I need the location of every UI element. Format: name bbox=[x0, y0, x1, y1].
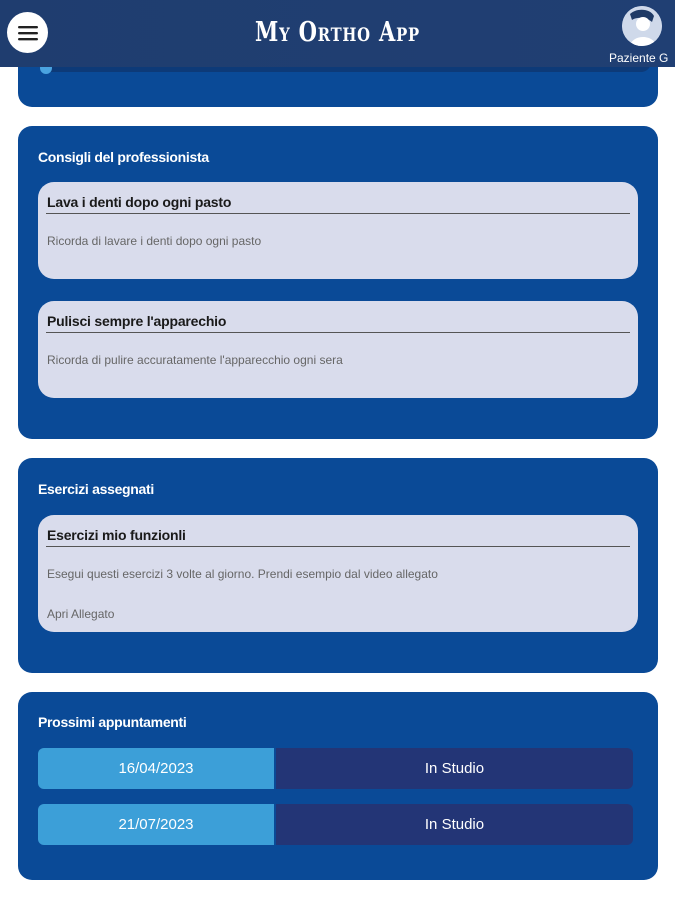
exercises-title: Esercizi assegnati bbox=[38, 481, 154, 497]
app-title: My Ortho App bbox=[255, 17, 420, 48]
appointment-location[interactable]: In Studio bbox=[276, 804, 633, 845]
divider bbox=[46, 546, 630, 547]
tip-title: Pulisci sempre l'apparechio bbox=[47, 313, 227, 329]
tips-title: Consigli del professionista bbox=[38, 149, 209, 165]
user-avatar[interactable] bbox=[622, 6, 662, 46]
divider bbox=[46, 332, 630, 333]
tip-title: Lava i denti dopo ogni pasto bbox=[47, 194, 232, 210]
appointments-card bbox=[18, 692, 658, 880]
open-attachment-link[interactable]: Apri Allegato bbox=[47, 607, 115, 621]
exercise-title: Esercizi mio funzionli bbox=[47, 527, 186, 543]
exercise-item[interactable] bbox=[38, 515, 638, 632]
user-avatar-icon bbox=[622, 6, 662, 46]
appointment-location[interactable]: In Studio bbox=[276, 748, 633, 789]
app-header bbox=[0, 0, 675, 67]
hamburger-icon bbox=[17, 24, 39, 42]
appointment-date[interactable]: 21/07/2023 bbox=[38, 804, 274, 845]
tip-description: Ricorda di pulire accuratamente l'apparecchio ogni sera bbox=[47, 353, 343, 367]
appointment-date[interactable]: 16/04/2023 bbox=[38, 748, 274, 789]
appointments-title: Prossimi appuntamenti bbox=[38, 714, 187, 730]
tip-item[interactable] bbox=[38, 301, 638, 398]
exercise-description: Esegui questi esercizi 3 volte al giorno. Prendi esempio dal video allegato bbox=[47, 567, 438, 581]
tips-card bbox=[18, 126, 658, 439]
user-name[interactable]: Paziente G bbox=[609, 51, 669, 65]
exercises-card bbox=[18, 458, 658, 673]
tip-description: Ricorda di lavare i denti dopo ogni pasto bbox=[47, 234, 262, 248]
tip-item[interactable] bbox=[38, 182, 638, 279]
divider bbox=[46, 213, 630, 214]
menu-button[interactable] bbox=[7, 12, 48, 53]
